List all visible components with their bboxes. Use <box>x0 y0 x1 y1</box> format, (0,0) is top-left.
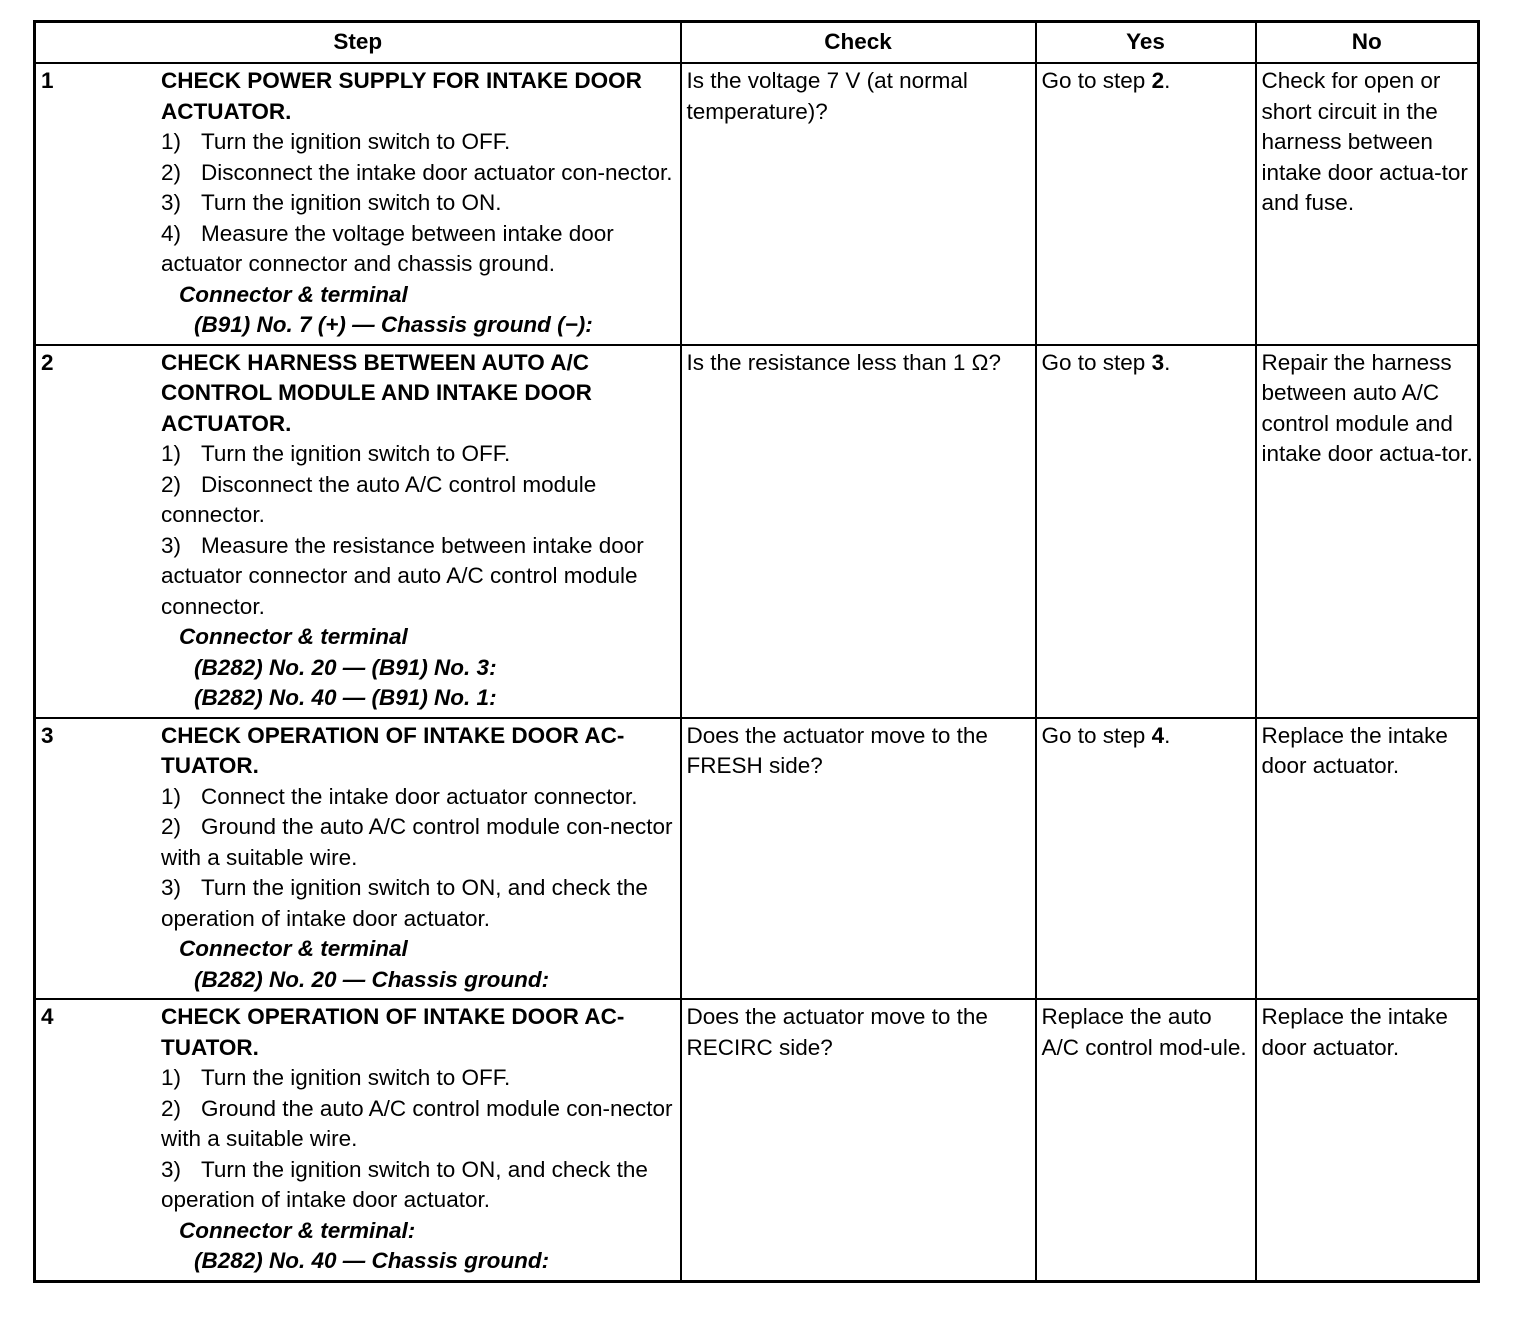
header-row <box>35 22 1479 64</box>
yes-text: Go to step <box>1041 722 1152 748</box>
yes-end: . <box>1164 349 1171 375</box>
step-title: CHECK OPERATION OF INTAKE DOOR AC-TUATOR. <box>161 722 625 778</box>
substep <box>161 1094 676 1155</box>
yes-end: . <box>1164 722 1171 748</box>
substep <box>161 439 676 470</box>
substep-text: Measure the voltage between intake door actuator connector and chassis ground. <box>161 220 614 276</box>
substep-number: 3) <box>161 190 182 215</box>
step-cell <box>35 999 681 1281</box>
substep <box>161 158 676 189</box>
connector-label: Connector & terminal <box>179 281 408 307</box>
yes-step-number: 4 <box>1151 722 1165 748</box>
substep <box>161 873 676 934</box>
substep-number: 1) <box>161 129 182 154</box>
substep-list <box>161 439 676 622</box>
substep-number: 2) <box>161 471 182 497</box>
substep-text: Disconnect the auto A/C control module connector. <box>161 471 597 527</box>
check-cell: Does the actuator move to the RECIRC side? <box>681 999 1036 1281</box>
step-cell <box>35 718 681 1000</box>
substep-number: 3) <box>161 875 182 900</box>
substep-number: 2) <box>161 814 182 839</box>
substep <box>161 531 676 623</box>
no-cell: Check for open or short circuit in the harness between intake door actua-tor and fuse. <box>1256 63 1479 345</box>
substep-text: Measure the resistance between intake door actuator connector and auto A/C control module connector. <box>161 532 644 619</box>
substep-text: Turn the ignition switch to ON, and check the operation of intake door actuator. <box>161 1156 648 1212</box>
substep <box>161 1063 676 1094</box>
step-number: 2 <box>41 349 54 375</box>
yes-step-number: 2 <box>1151 68 1165 93</box>
yes-step-number: 3 <box>1151 349 1165 375</box>
yes-end: . <box>1164 68 1171 93</box>
substep <box>161 188 676 219</box>
substep-text: Turn the ignition switch to OFF. <box>201 441 511 466</box>
substep-text: Turn the ignition switch to ON. <box>201 190 502 215</box>
substep-text: Ground the auto A/C control module con-nector with a suitable wire. <box>161 1095 673 1151</box>
connector-list <box>161 965 676 996</box>
connector-label: Connector & terminal <box>179 624 408 649</box>
no-cell: Replace the intake door actuator. <box>1256 718 1479 1000</box>
yes-cell <box>1036 999 1256 1281</box>
connector-terminal: (B282) No. 20 — (B91) No. 3: <box>194 654 497 680</box>
substep <box>161 812 676 873</box>
table-body <box>35 63 1479 1281</box>
substep-text: Turn the ignition switch to OFF. <box>201 1065 511 1090</box>
step-body <box>161 66 676 341</box>
header-check: Check <box>681 22 1036 64</box>
connector-terminal: (B282) No. 40 — Chassis ground: <box>194 1248 550 1273</box>
substep <box>161 127 676 158</box>
step-cell <box>35 63 681 345</box>
step-number: 4 <box>41 1004 54 1029</box>
substep-list <box>161 127 676 280</box>
no-cell: Replace the intake door actuator. <box>1256 999 1479 1281</box>
substep-text: Connect the intake door actuator connector. <box>201 783 638 809</box>
connector-terminal: (B282) No. 20 — Chassis ground: <box>194 966 550 992</box>
yes-cell <box>1036 345 1256 718</box>
connector-list <box>161 653 676 714</box>
substep-number: 1) <box>161 783 182 809</box>
substep-list <box>161 1063 676 1216</box>
substep-list <box>161 782 676 935</box>
substep-number: 1) <box>161 441 182 466</box>
substep-text: Ground the auto A/C control module con-nector with a suitable wire. <box>161 814 673 870</box>
substep-text: Turn the ignition switch to OFF. <box>201 129 511 154</box>
table-row <box>35 718 1479 1000</box>
no-cell: Repair the harness between auto A/C control module and intake door actua-tor. <box>1256 345 1479 718</box>
step-cell <box>35 345 681 718</box>
connector-terminal: (B91) No. 7 (+) — Chassis ground (−): <box>194 312 593 337</box>
substep <box>161 1155 676 1216</box>
step-body <box>161 1002 676 1277</box>
yes-text: Go to step <box>1041 349 1152 375</box>
yes-text: Go to step <box>1041 68 1152 93</box>
substep-number: 2) <box>161 159 182 185</box>
header-no: No <box>1256 22 1479 64</box>
substep <box>161 470 676 531</box>
connector-list <box>161 1246 676 1277</box>
check-cell: Is the resistance less than 1 Ω? <box>681 345 1036 718</box>
step-title: CHECK POWER SUPPLY FOR INTAKE DOOR ACTUATOR. <box>161 68 642 124</box>
substep-text: Disconnect the intake door actuator con-nector. <box>201 159 673 185</box>
connector-label: Connector & terminal: <box>179 1217 416 1243</box>
check-cell: Does the actuator move to the FRESH side? <box>681 718 1036 1000</box>
substep-text: Turn the ignition switch to ON, and check the operation of intake door actuator. <box>161 875 648 931</box>
substep-number: 1) <box>161 1065 182 1090</box>
yes-text: Replace the auto A/C control mod-ule. <box>1041 1004 1247 1060</box>
substep-number: 3) <box>161 532 182 558</box>
substep <box>161 219 676 280</box>
diagnosis-table <box>33 20 1480 1283</box>
step-title: CHECK OPERATION OF INTAKE DOOR AC-TUATOR. <box>161 1004 625 1060</box>
substep-number: 2) <box>161 1095 182 1121</box>
connector-terminal: (B282) No. 40 — (B91) No. 1: <box>194 685 497 710</box>
check-cell: Is the voltage 7 V (at normal temperature)? <box>681 63 1036 345</box>
header-yes: Yes <box>1036 22 1256 64</box>
table-row <box>35 345 1479 718</box>
substep-number: 4) <box>161 220 182 246</box>
table-row <box>35 999 1479 1281</box>
step-body <box>161 348 676 714</box>
connector-label: Connector & terminal <box>179 936 408 961</box>
table-row <box>35 63 1479 345</box>
step-title: CHECK HARNESS BETWEEN AUTO A/C CONTROL MODULE AND INTAKE DOOR ACTUATOR. <box>161 349 592 436</box>
yes-cell <box>1036 718 1256 1000</box>
substep <box>161 782 676 813</box>
substep-number: 3) <box>161 1156 182 1182</box>
step-number: 1 <box>41 68 54 93</box>
header-step: Step <box>35 22 681 64</box>
step-number: 3 <box>41 722 54 748</box>
connector-list <box>161 310 676 341</box>
yes-cell <box>1036 63 1256 345</box>
step-body <box>161 721 676 996</box>
